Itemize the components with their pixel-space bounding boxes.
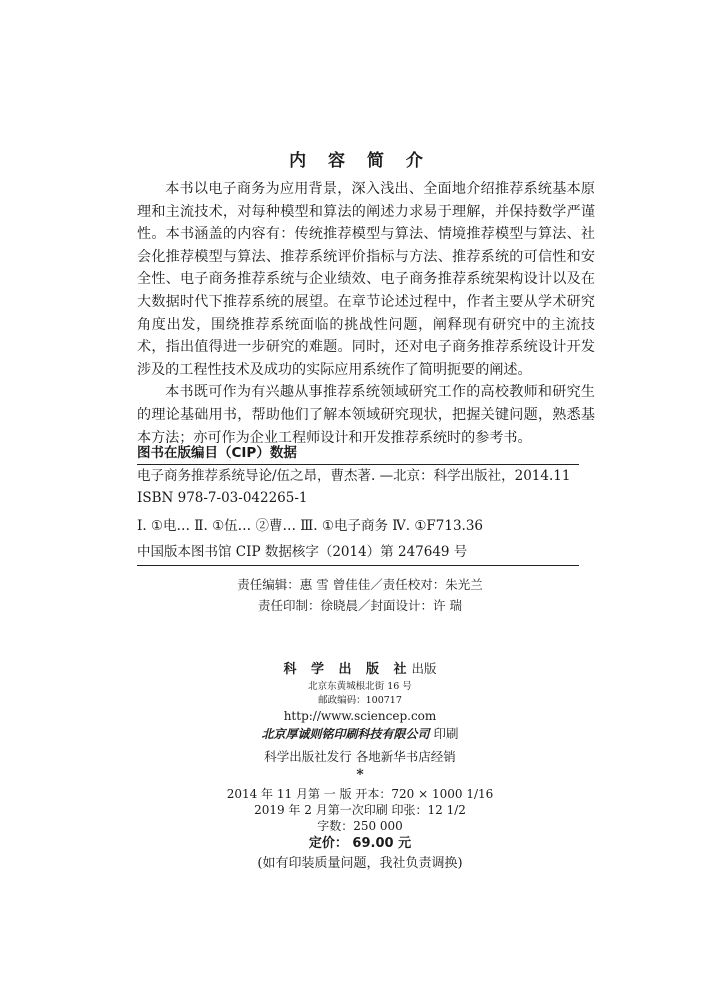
book-introduction	[137, 178, 595, 449]
impression-line: 2019 年 2 月第一次印刷 印张：12 1/2	[254, 803, 466, 817]
cip-data-block	[137, 442, 579, 566]
separator-star: *	[356, 767, 364, 783]
intro-paragraph: 本书既可作为有兴趣从事推荐系统领域研究工作的高校教师和研究生的理论基础用书，帮助他们了解本领域研究现状，把握关键问题，熟悉基本方法；亦可作为企业工程师设计和开发推荐系统时的参考书。	[137, 384, 595, 446]
editor-credit-line: 责任编辑：惠 雪 曾佳佳／责任校对：朱光兰	[237, 577, 483, 592]
cip-bottom-rule	[137, 565, 579, 566]
publication-info	[0, 659, 720, 874]
price: 定价： 69.00 元	[308, 836, 412, 851]
distribution-line: 科学出版社发行 各地新华书店经销	[264, 749, 456, 764]
cip-heading: 图书在版编目（CIP）数据	[137, 445, 297, 461]
cip-title-line: 电子商务推荐系统导论/伍之昂，曹杰著. —北京：科学出版社，2014.11	[137, 468, 571, 484]
publisher-postcode: 邮政编码：100717	[318, 695, 402, 706]
edition-line: 2014 年 11 月第 一 版 开本：720 × 1000 1/16	[226, 787, 494, 801]
publisher-address: 北京东黄城根北街 16 号	[308, 681, 412, 692]
publisher-name: 科 学 出 版 社	[283, 662, 412, 677]
cip-classification: Ⅰ. ①电… Ⅱ. ①伍… ②曹… Ⅲ. ①电子商务 Ⅳ. ①F713.36	[137, 518, 484, 534]
publisher-url: http://www.sciencep.com	[283, 709, 437, 723]
printer-name: 北京厚诚则铭印刷科技有限公司	[261, 727, 430, 741]
intro-paragraph: 本书以电子商务为应用背景，深入浅出、全面地介绍推荐系统基本原理和主流技术，对每种模型和算法的阐述力求易于理解，并保持数学严谨性。本书涵盖的内容有：传统推荐模型与算法、情境推荐模型与算法、社会化推荐模型与算法、推荐系统评价指标与方法、推荐系统的可信性和安全性、电子商务推荐系统与企业绩效、电子商务推荐系统架构设计以及在大数据时代下推荐系统的展望。在章节论述过程中，作者主要从学术研究角度出发，围绕推荐系统面临的挑战性问题，阐释现有研究中的主流技术，指出值得进一步研究的难题。同时，还对电子商务推荐系统设计开发涉及的工程性技术及成功的实际应用系统作了简明扼要的阐述。	[137, 181, 595, 378]
cip-isbn: ISBN 978-7-03-042265-1	[137, 490, 308, 506]
publisher-suffix: 出版	[411, 661, 437, 676]
responsibility-credits	[0, 574, 720, 616]
page-title: 内 容 简 介	[289, 151, 431, 171]
quality-note: (如有印装质量问题，我社负责调换)	[257, 856, 463, 871]
print-credit-line: 责任印制：徐晓晨／封面设计：许 瑞	[258, 598, 462, 613]
printer-suffix: 印刷	[433, 726, 459, 741]
cip-record-number: 中国版本图书馆 CIP 数据核字（2014）第 247649 号	[137, 544, 468, 560]
word-count: 字数：250 000	[317, 819, 403, 833]
